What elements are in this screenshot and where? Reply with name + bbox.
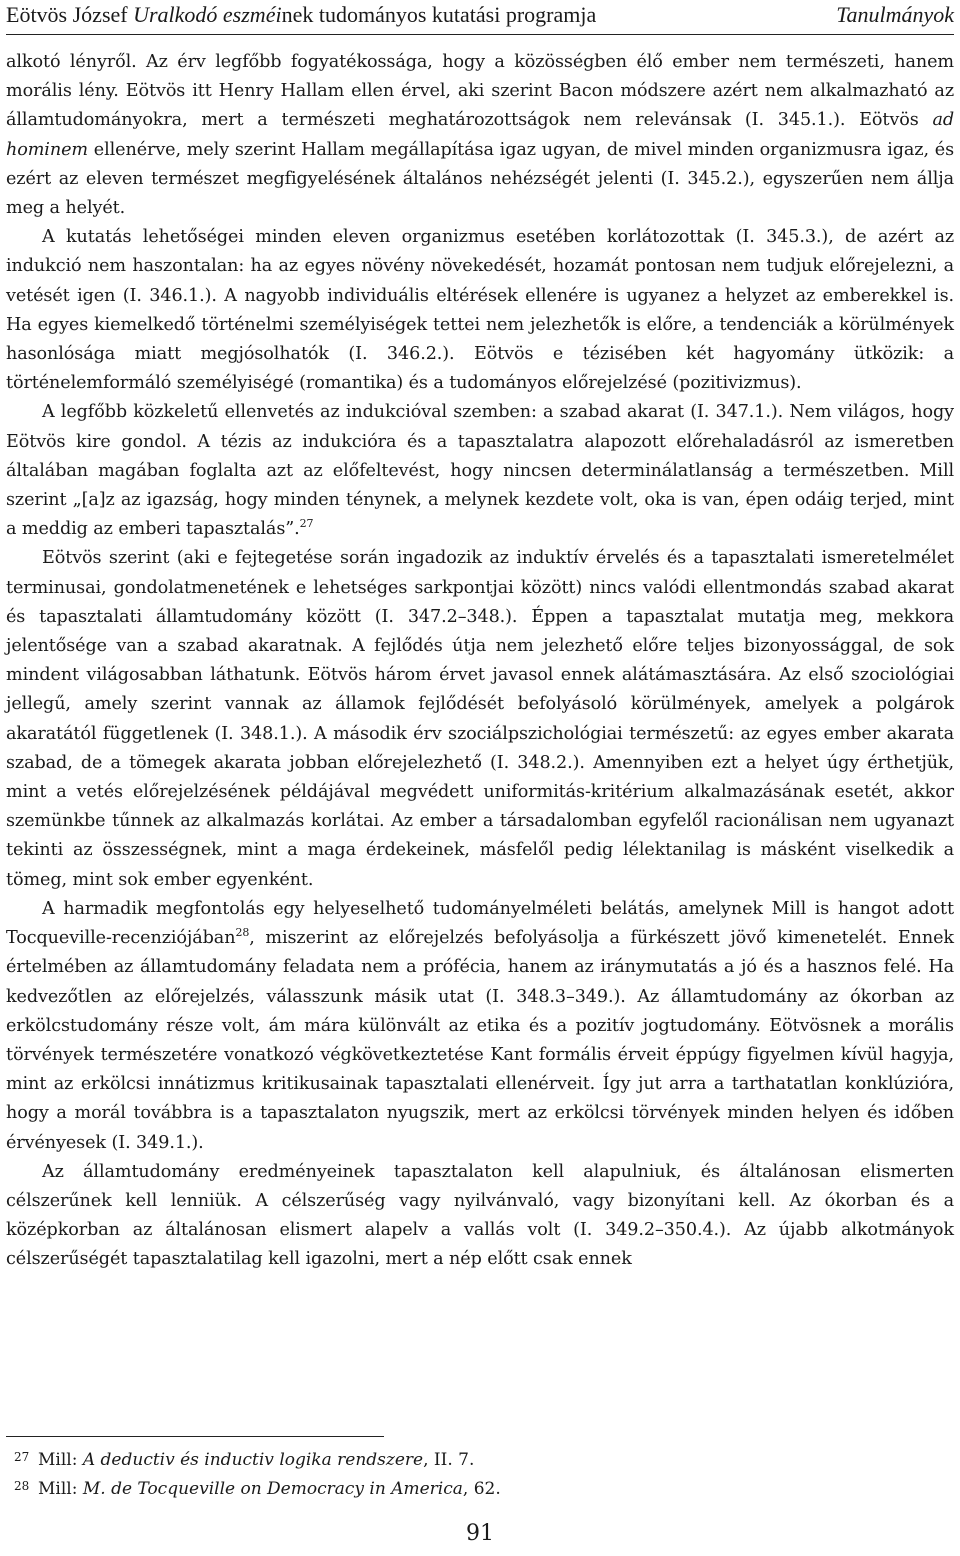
running-header-title (6, 0, 596, 30)
paragraph: Eötvös szerint (aki e fejtegetése során ingadozik az induktív érvelés és a tapasztalati ismeretelmélet terminusai, gondolatmenetének e lehetséges sarkpontjai között) nincs valódi ellentmondás szabad akarat és tapasztalati államtudomány között (I. 347.2–348.). Éppen a tapasztalat mutatja meg, mekkora jelentősége van a szabad akaratnak. A fejlődés útja nem jelezhető előre teljes bizonyossággal, de sok mindent világosabban láthatunk. Eötvös három érvet javasol ennek alátámasztására. Az első szociológiai jellegű, amely szerint vannak az államok fejlődését befolyásoló körülmények, amelyek a polgárok akaratától függetlenek (I. 348.1.). A második érv szociálpszichológiai természetű: az egyes ember akarata szabad, de a tömegek akarata jobban előrejelezhető (I. 348.2.). Amennyiben ezt a helyet úgy érthetjük, mint a vetés előrejelzésének példájával megvédett uniformitás-kritérium alkalmazásának esetét, akkor szemünkbe tűnnek az alkalmazás korlátai. Az ember a társadalomban egyfelől racionálisan nem ugyanazt tekinti az összességnek, mint a maga érdekeinek, másfelől pedig lélektanilag is másként viselkedik a tömeg, mint sok ember egyenként. (6, 548, 954, 890)
footnotes (6, 1446, 954, 1504)
header-title-part: Eötvös József (6, 2, 134, 27)
footnote-title: A deductiv és inductiv logika rendszere (82, 1450, 424, 1470)
paragraph-text: ellenérve, mely szerint Hallam megállapítása igaz ugyan, de mivel minden organizmusra igaz, és ezért az eleven természet megfigyelésének általános nehézségét jelenti (I. 345.2.), egyszerűen nem állja meg a helyét. (6, 139, 954, 219)
paragraph: A kutatás lehetőségei minden eleven organizmus esetében korlátozottak (I. 345.3.), de azért az indukció nem haszontalan: ha az egyes növény növekedését, hozamát pontosan nem tudjuk előrejelezni, a vetését igen (I. 346.1.). A nagyobb individuális eltérések ellenére is ugyanez a helyzet az emberekkel is. Ha egyes kiemelkedő történelmi személyiségek tettei nem jelezhetők is előre, a tendenciák a körülmények hasonlósága miatt megjósolhatók (I. 346.2.). Eötvös e tézisében két hagyomány ütközik: a történelemformáló személyiségé (romantika) és a tudományos előrejelzésé (pozitivizmus). (6, 227, 954, 394)
footnote (6, 1475, 954, 1504)
paragraph-text: A legfőbb közkeletű ellenvetés az indukcióval szemben: a szabad akarat (I. 347.1.). Nem világos, hogy Eötvös kire gondol. A tézis az indukcióra és a tapasztalatra alapozott előrehaladásról az ismeretben általában magában foglalta azt az előfeltevést, hogy nincsen determinálatlanság a természetben. Mill szerint „[a]z az igazság, hogy minden ténynek, a melynek kezdete volt, oka is van, épen odáig terjed, mint a meddig az emberi tapasztalás”. (6, 402, 954, 540)
footnote-number: 27 (14, 1450, 30, 1464)
paragraph-text: A harmadik megfontolás egy helyeselhető tudományelméleti belátás, amelynek Mill is hangot adott Tocqueville-recenziójában (6, 898, 954, 949)
body-text (6, 48, 954, 1275)
footnote-text: Mill: (38, 1450, 83, 1470)
paragraph-text: alkotó lényről. Az érv legfőbb fogyatékossága, hogy a közösségben élő ember nem természeti, hanem morális lény. Eötvös itt Henry Hallam ellen érvel, aki szerint Bacon módszere azért nem alkalmazható az államtudományokra, mert a természeti meghatározottságok nem relevánsak (I. 345.1.). Eötvös (6, 52, 954, 131)
paragraph (6, 48, 954, 223)
paragraph (6, 895, 954, 1158)
italic-term: ad hominem (6, 110, 954, 160)
footnote-text: Mill: (38, 1479, 83, 1499)
paragraph-text: , miszerint az előrejelzés befolyásolja a fürkészett jövő kimenetelét. Ennek értelmében az államtudomány feladata nem a prófécia, hanem az iránymutatás a jó és a hasznos felé. Ha kedvezőtlen az előrejelzés, válasszunk másik utat (I. 348.3–349.). Az államtudomány az ókorban az erkölcstudomány része volt, ám mára különvált az etika és a pozitív jogtudomány. Eötvösnek a morális törvények természetére vonatkozó végkövetkeztetése Kant formális érveit éppúgy figyelmen kívül hagyja, mint az erkölcsi innátizmus kritikusainak tapasztalati ellenérveit. Így jut arra a tarthatatlan konklúzióra, hogy a morál továbbra is a tapasztalaton nyugszik, mert az erkölcsi törvények minden helyen és időben érvényesek (I. 349.1.). (6, 928, 954, 1153)
running-header (6, 0, 954, 35)
footnote-ref-27[interactable]: 27 (299, 517, 314, 531)
running-header-section: Tanulmányok (836, 2, 954, 27)
footnote-divider (6, 1436, 384, 1437)
footnote (6, 1446, 954, 1475)
footnote-title: M. de Tocqueville on Democracy in America (82, 1479, 463, 1499)
header-title-part: nek tudományos kutatási programja (281, 2, 597, 27)
page-number: 91 (466, 1521, 494, 1546)
footnote-ref-28[interactable]: 28 (235, 926, 250, 940)
footnote-text: , II. 7. (423, 1450, 475, 1470)
footnote-text: , 62. (462, 1479, 501, 1499)
footnote-number: 28 (14, 1479, 30, 1493)
paragraph (6, 398, 954, 544)
header-title-italic: Uralkodó eszméi (133, 2, 282, 27)
paragraph: Az államtudomány eredményeinek tapasztalaton kell alapulniuk, és általánosan elismerten célszerűnek kell lenniük. A célszerűség vagy nyilvánvaló, vagy bizonyítani kell. Az ókorban és a középkorban az általánosan elismert alapelv a vallás volt (I. 349.2–350.4.). Az újabb alkotmányok célszerűségét tapasztalatilag kell igazolni, mert a nép előtt csak ennek (6, 1161, 954, 1270)
